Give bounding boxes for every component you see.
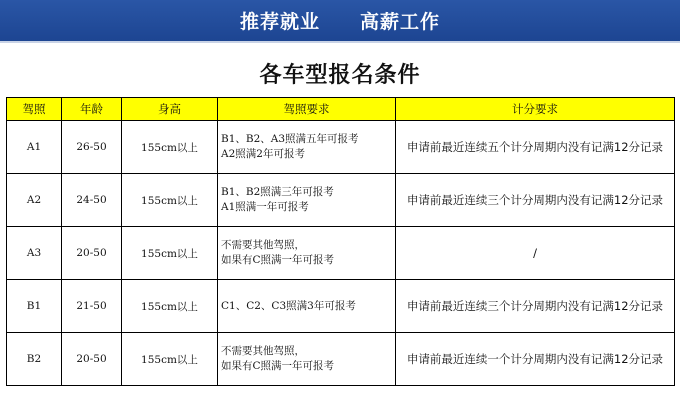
license-requirement-line: A1照满一年可报考 xyxy=(221,201,309,213)
table-row xyxy=(7,333,675,386)
cell-license: A1 xyxy=(7,121,62,174)
license-requirement-line: 如果有C照满一年可报考 xyxy=(221,254,335,266)
cell-license: B1 xyxy=(7,280,62,333)
banner-left-text: 推荐就业 xyxy=(239,11,320,33)
cell-age: 20-50 xyxy=(62,227,122,280)
banner-right-text: 高薪工作 xyxy=(360,11,441,33)
cell-height: 155cm以上 xyxy=(122,333,218,386)
license-requirement-line: C1、C2、C3照满3年可报考 xyxy=(221,299,356,312)
license-requirement-line: 不需要其他驾照， xyxy=(221,239,305,251)
cell-license: B2 xyxy=(7,333,62,386)
license-requirement-line: A2照满2年可报考 xyxy=(221,148,305,160)
header-height: 身高 xyxy=(122,98,218,121)
cell-score-requirement: 申请前最近连续三个计分周期内没有记满12分记录 xyxy=(396,280,675,333)
requirements-table xyxy=(6,97,675,386)
cell-license: A3 xyxy=(7,227,62,280)
header-license: 驾照 xyxy=(7,98,62,121)
table-row xyxy=(7,280,675,333)
cell-height: 155cm以上 xyxy=(122,174,218,227)
cell-height: 155cm以上 xyxy=(122,280,218,333)
table-row xyxy=(7,174,675,227)
cell-license-requirement xyxy=(218,280,396,333)
table-row xyxy=(7,121,675,174)
banner-divider xyxy=(0,41,680,43)
cell-score-requirement: 申请前最近连续五个计分周期内没有记满12分记录 xyxy=(396,121,675,174)
page-title: 各车型报名条件 xyxy=(259,63,421,88)
top-banner xyxy=(0,0,680,41)
license-requirement-line: 不需要其他驾照， xyxy=(221,345,305,357)
cell-score-requirement: 申请前最近连续一个计分周期内没有记满12分记录 xyxy=(396,333,675,386)
cell-license: A2 xyxy=(7,174,62,227)
cell-height: 155cm以上 xyxy=(122,227,218,280)
header-score-requirement: 计分要求 xyxy=(396,98,675,121)
cell-license-requirement xyxy=(218,333,396,386)
cell-age: 20-50 xyxy=(62,333,122,386)
header-age: 年龄 xyxy=(62,98,122,121)
header-license-requirement: 驾照要求 xyxy=(218,98,396,121)
cell-height: 155cm以上 xyxy=(122,121,218,174)
cell-score-requirement: 申请前最近连续三个计分周期内没有记满12分记录 xyxy=(396,174,675,227)
cell-license-requirement xyxy=(218,227,396,280)
cell-age: 24-50 xyxy=(62,174,122,227)
table-header-row xyxy=(7,98,675,121)
cell-age: 26-50 xyxy=(62,121,122,174)
license-requirement-line: B1、B2照满三年可报考 xyxy=(221,186,334,198)
cell-age: 21-50 xyxy=(62,280,122,333)
cell-license-requirement xyxy=(218,121,396,174)
cell-score-requirement: / xyxy=(396,227,675,280)
license-requirement-line: 如果有C照满一年可报考 xyxy=(221,360,335,372)
table-row xyxy=(7,227,675,280)
license-requirement-line: B1、B2、A3照满五年可报考 xyxy=(221,133,359,145)
cell-license-requirement xyxy=(218,174,396,227)
